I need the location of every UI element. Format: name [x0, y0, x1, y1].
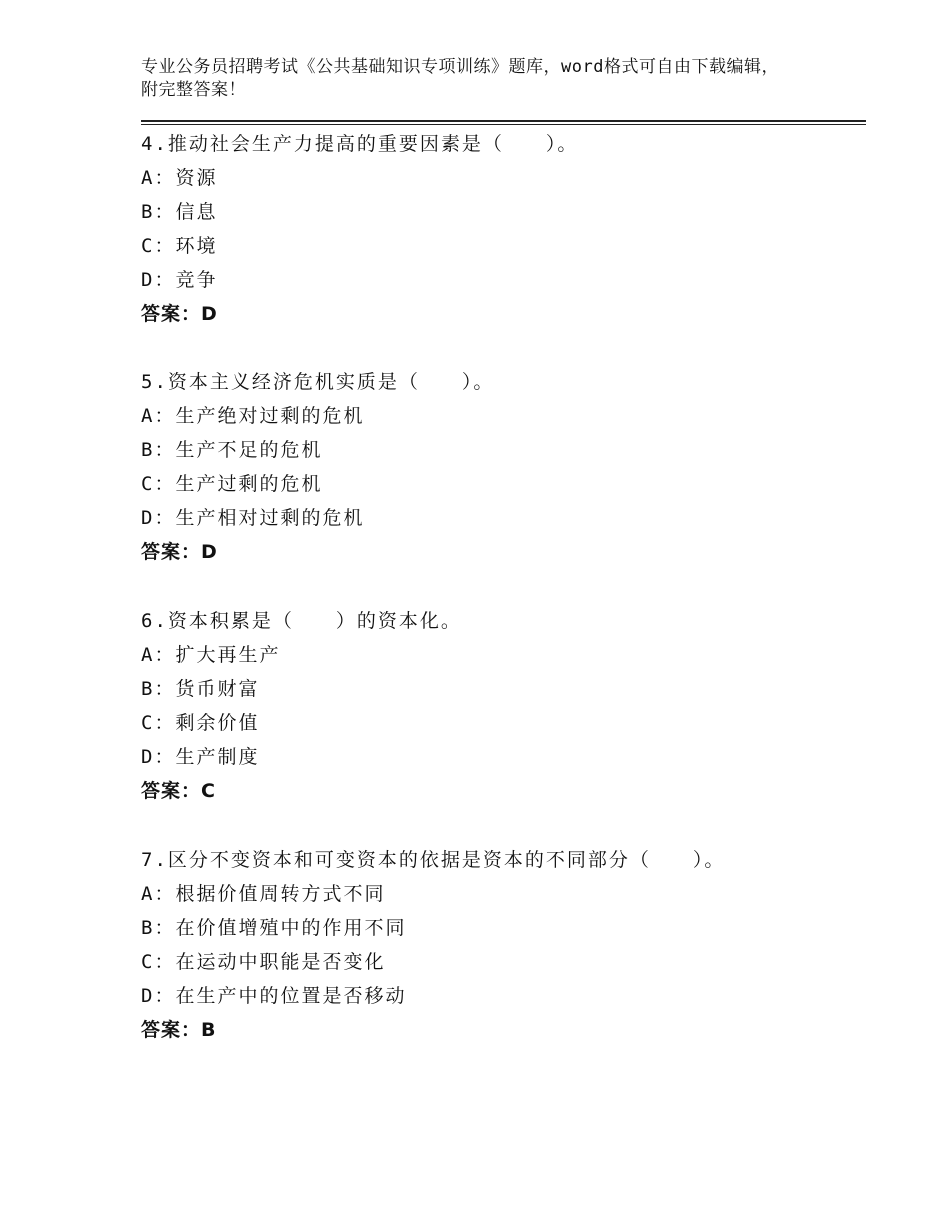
question-title: 7.区分不变资本和可变资本的依据是资本的不同部分（ ）。 [141, 849, 726, 871]
question-title: 6.资本积累是（ ）的资本化。 [141, 610, 462, 632]
option-b: B：在价值增殖中的作用不同 [141, 917, 407, 939]
question-title: 4.推动社会生产力提高的重要因素是（ ）。 [141, 133, 579, 155]
answer: 答案：C [141, 780, 216, 802]
header-divider-thin [141, 124, 866, 125]
answer: 答案：B [141, 1019, 217, 1041]
option-b: B：信息 [141, 201, 218, 223]
option-b: B：生产不足的危机 [141, 439, 323, 461]
answer: 答案：D [141, 541, 218, 563]
document-header: 专业公务员招聘考试《公共基础知识专项训练》题库，word格式可自由下载编辑，附完整答案！ [141, 57, 779, 100]
option-a: A：资源 [141, 167, 218, 189]
header-divider-thick [141, 120, 866, 122]
option-c: C：生产过剩的危机 [141, 473, 323, 495]
option-a: A：根据价值周转方式不同 [141, 883, 386, 905]
option-d: D：生产相对过剩的危机 [141, 507, 365, 529]
question-title: 5.资本主义经济危机实质是（ ）。 [141, 371, 495, 393]
question-7 [141, 843, 861, 1047]
answer: 答案：D [141, 303, 218, 325]
option-a: A：扩大再生产 [141, 644, 281, 666]
option-c: C：环境 [141, 235, 218, 257]
option-d: D：竞争 [141, 269, 218, 291]
option-d: D：生产制度 [141, 746, 260, 768]
option-c: C：剩余价值 [141, 712, 260, 734]
option-d: D：在生产中的位置是否移动 [141, 985, 407, 1007]
option-a: A：生产绝对过剩的危机 [141, 405, 365, 427]
question-5 [141, 365, 861, 569]
option-c: C：在运动中职能是否变化 [141, 951, 386, 973]
question-6 [141, 604, 861, 808]
option-b: B：货币财富 [141, 678, 260, 700]
question-4 [141, 127, 861, 331]
